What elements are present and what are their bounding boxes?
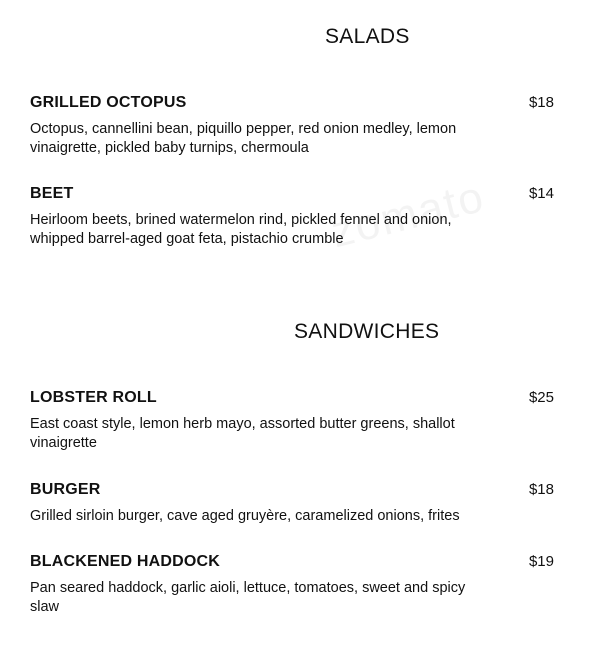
menu-item-burger [30, 481, 560, 526]
item-description: Heirloom beets, brined watermelon rind, pickled fennel and onion, whipped barrel-aged goat feta, pistachio crumble [30, 212, 452, 247]
item-price: $25 [528, 389, 554, 406]
item-name: BLACKENED HADDOCK [30, 553, 221, 570]
item-name: GRILLED OCTOPUS [30, 94, 187, 111]
menu-item-blackened-haddock [30, 553, 560, 617]
menu-item-lobster-roll [30, 389, 560, 453]
item-price: $19 [528, 553, 554, 570]
item-price: $18 [528, 94, 554, 111]
item-description: Pan seared haddock, garlic aioli, lettuce, tomatoes, sweet and spicy slaw [30, 580, 466, 615]
item-price: $14 [528, 185, 554, 202]
item-name: LOBSTER ROLL [30, 389, 157, 406]
item-description: Grilled sirloin burger, cave aged gruyère, caramelized onions, frites [30, 508, 460, 524]
item-price: $18 [528, 481, 554, 498]
menu-item-grilled-octopus [30, 94, 560, 158]
item-name: BEET [30, 185, 74, 202]
section-title-sandwiches: SANDWICHES [294, 320, 440, 343]
item-name: BURGER [30, 481, 101, 498]
item-description: Octopus, cannellini bean, piquillo pepper, red onion medley, lemon vinaigrette, pickled baby turnips, chermoula [30, 121, 457, 156]
section-title-salads: SALADS [325, 25, 410, 48]
menu-item-beet [30, 185, 560, 249]
item-description: East coast style, lemon herb mayo, assorted butter greens, shallot vinaigrette [30, 416, 455, 451]
